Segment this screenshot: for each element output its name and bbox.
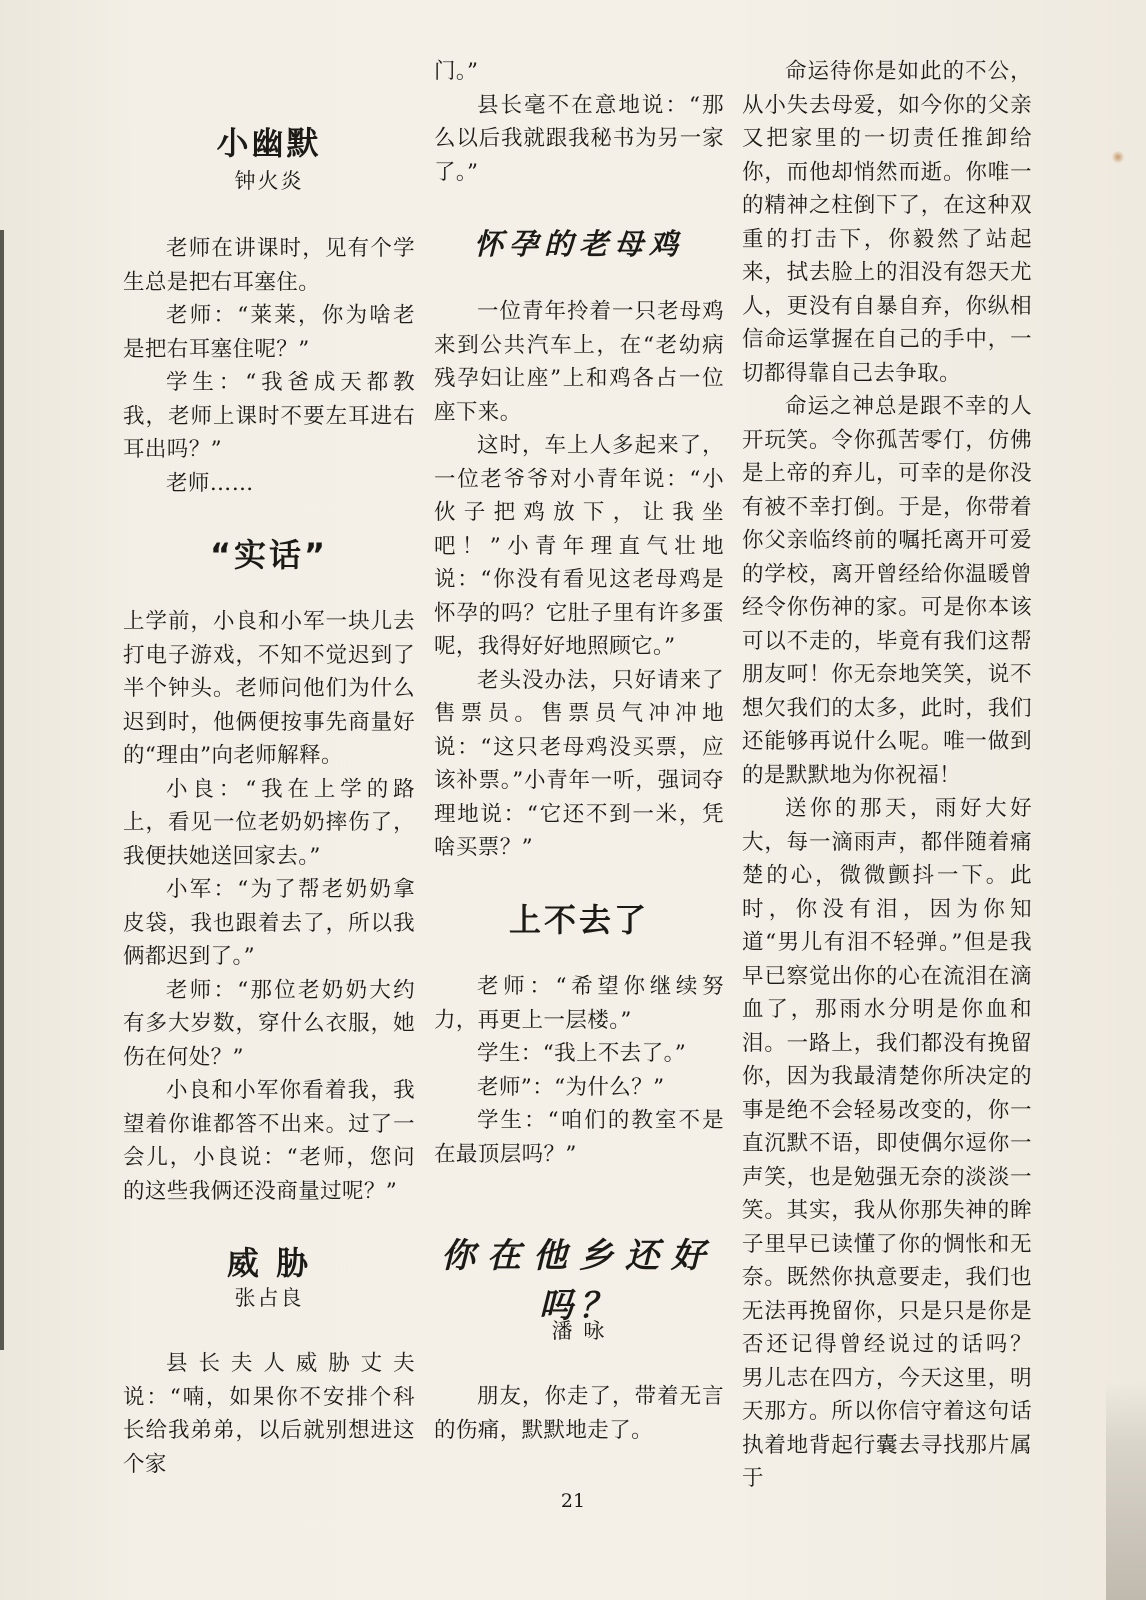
article-title-weixie: 威 胁 [226,1244,312,1282]
paragraph: 老头没办法，只好请来了售票员。售票员气冲冲地说：“这只老母鸡没买票，应该补票。”小青年一听，强词夺理地说：“它还不到一米，凭啥买票？” [434,667,724,860]
paragraph: 老师：“希望你继续努力，再更上一层楼。” [434,974,724,1033]
paragraph: 命运待你是如此的不公，从小失去母爱，如今你的父亲又把家里的一切责任推卸给你，而他却悄然而逝。你唯一的精神之柱倒下了，在这种双重的打击下，你毅然了站起来，拭去脸上的泪没有怨天尤人，更没有自暴自弃，你纵相信命运掌握在自己的手中，一切都得靠自己去争取。 [742,59,1032,386]
paragraph: 送你的那天，雨好大好大，每一滴雨声，都伴随着痛楚的心，微微颤抖一下。此时，你没有泪，因为你知道“男儿有泪不轻弹。”但是我早已察觉出你的心在流泪在滴血了，那雨水分明是你血和泪。一路上，我们都没有挽留你，因为我最清楚你所决定的事是绝不会轻易改变的，你一直沉默不语，即使偶尔逗你一声笑，也是勉强无奈的淡淡一笑。其实，我从你那失神的眸子里早已读懂了你的惆怅和无奈。既然你执意要走，我们也无法再挽留你，只是只是你是否还记得曾经说过的话吗？ 男儿志在四方，今天这里，明天那方。所以你信守着这句话执着地背起行囊去寻找那片属于 [742,796,1054,1491]
article-title-tarxiang-line2: 吗？ [539,1286,619,1326]
paragraph: 老师在讲课时，见有个学生总是把右耳塞住。 [123,236,415,295]
article-author: 潘 咏 [551,1319,607,1343]
paragraph: 命运之神总是跟不幸的人开玩笑。令你孤苦零仃，仿佛是上帝的弃儿，可幸的是你没有被不幸打倒。于是，你带着你父亲临终前的嘱托离开可爱的学校，离开曾经给你温暖曾经令你伤神的家。可是你本该可以不走的，毕竟有我们这帮朋友呵！你无奈地笑笑，说不想欠我们的太多，此时，我们还能够再说什么呢。唯一做到的是默默地为你祝福！ [742,394,1032,788]
paragraph: 朋友，你走了，带着无言的伤痛，默默地走了。 [434,1384,724,1443]
paragraph: 老师”：“为什么？” [477,1074,665,1100]
page-number: 21 [560,1490,586,1512]
page-edge-shadow [0,230,4,1350]
paragraph: 门。” [434,59,479,84]
paragraph: 小良：“我在上学的路上，看见一位老奶奶摔伤了，我便扶她送回家去。” [123,776,415,869]
paragraph: 学生：“我爸成天都教我，老师上课时不要左耳进右耳出吗？” [123,370,415,462]
paragraph: 学生：“咱们的教室不是在最顶层吗？” [434,1108,724,1167]
article-author: 钟火炎 [234,169,304,193]
article-author: 张占良 [234,1286,304,1310]
article-title-tarxiang: 你在他乡还好 [441,1236,717,1276]
paragraph: 小军：“为了帮老奶奶拿皮袋，我也跟着去了，所以我俩都迟到了。” [123,877,415,969]
paper-stain [1112,150,1124,164]
paragraph: 老师…… [166,470,254,496]
paragraph: 县长夫人威胁丈夫说：“喃，如果你不安排个科长给我弟弟，以后就别想进这个家 [123,1351,415,1477]
article-title-shihua: “实话” [209,536,329,574]
article-title-shangbuqule: 上不去了 [508,901,649,939]
article-title-xiao-youmo: 小幽默 [216,124,322,162]
paragraph: 老师：“那位老奶奶大约有多大岁数，穿什么衣服，她伤在何处？” [123,977,415,1070]
paragraph: 老师：“莱莱，你为啥老是把右耳塞住呢？” [123,303,415,362]
paragraph: 县长毫不在意地说：“那么以后我就跟我秘书为另一家了。” [434,92,724,185]
paragraph: 学生：“我上不去了。” [477,1041,687,1066]
paragraph: 一位青年拎着一只老母鸡来到公共汽车上，在“老幼病残孕妇让座”上和鸡各占一位座下来。 [434,299,724,425]
paragraph: 上学前，小良和小军一块儿去打电子游戏，不知不觉迟到了半个钟头。老师问他们为什么迟到时，他俩便按事先商量好的“理由”向老师解释。 [123,609,415,768]
paragraph: 小良和小军你看着我，我望着你谁都答不出来。过了一会儿，小良说：“老师，您问的这些我俩还没商量过呢？” [123,1078,415,1204]
article-title-huaiyun-laomuji: 怀孕的老母鸡 [473,227,684,261]
paragraph: 这时，车上人多起来了，一位老爷爷对小青年说：“小伙子把鸡放下，让我坐吧！”小青年理直气壮地说：“你没有看见这老母鸡是怀孕的吗？它肚子里有许多蛋呢，我得好好地照顾它。” [434,433,724,659]
